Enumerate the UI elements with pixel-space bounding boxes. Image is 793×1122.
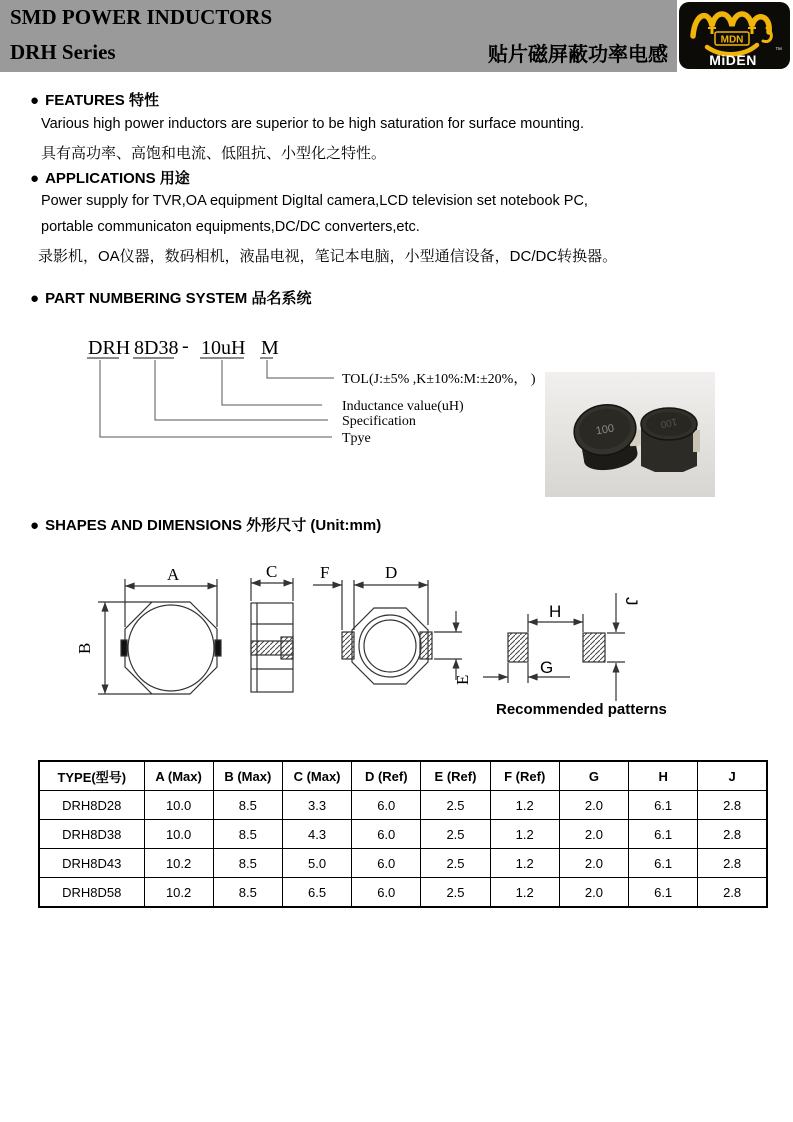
table-header-cell: H <box>629 761 698 791</box>
table-cell: 2.8 <box>698 878 767 908</box>
table-cell: 5.0 <box>282 849 351 878</box>
table-cell: 2.0 <box>559 878 628 908</box>
table-cell: 2.8 <box>698 820 767 849</box>
table-header-cell: G <box>559 761 628 791</box>
dimensions-table <box>38 760 768 908</box>
dim-label-J: J <box>622 597 641 606</box>
table-cell: 6.1 <box>629 820 698 849</box>
table-header-cell: E (Ref) <box>421 761 490 791</box>
dim-label-H: H <box>549 602 562 621</box>
table-cell: 6.1 <box>629 791 698 820</box>
pn-segment-tol: M <box>261 337 279 359</box>
logo-miden-text: MiDEN <box>709 52 757 68</box>
series-title: DRH Series <box>10 40 116 64</box>
dim-label-G: G <box>540 658 554 677</box>
part-numbering-heading <box>30 287 311 308</box>
applications-text-1: Power supply for TVR,OA equipment DigItal camera,LCD television set notebook PC, <box>41 193 588 209</box>
table-cell: 6.0 <box>352 820 421 849</box>
dim-label-E: E <box>453 674 472 685</box>
table-cell: 2.8 <box>698 791 767 820</box>
pn-segment-dash: - <box>182 335 189 357</box>
table-cell: 6.1 <box>629 878 698 908</box>
dim-label-C: C <box>266 562 278 581</box>
dim-label-A: A <box>167 565 180 584</box>
bottom-view <box>313 580 462 684</box>
table-header-cell: B (Max) <box>213 761 282 791</box>
table-cell: 8.5 <box>213 820 282 849</box>
recommended-patterns-label: Recommended patterns <box>496 701 667 718</box>
table-cell: 2.5 <box>421 791 490 820</box>
table-header-cell: A (Max) <box>144 761 213 791</box>
page-title: SMD POWER INDUCTORS <box>10 5 273 29</box>
table-cell: 6.0 <box>352 849 421 878</box>
logo-tm: ™ <box>775 47 782 54</box>
brand-logo-art <box>679 2 790 69</box>
table-cell-type: DRH8D43 <box>39 849 144 878</box>
applications-heading-label: APPLICATIONS 用途 <box>45 170 190 187</box>
bullet-icon: ● <box>30 290 40 307</box>
applications-heading <box>30 167 190 188</box>
table-header-cell: TYPE(型号) <box>39 761 144 791</box>
table-header-cell: C (Max) <box>282 761 351 791</box>
table-cell-type: DRH8D28 <box>39 791 144 820</box>
table-cell: 1.2 <box>490 849 559 878</box>
part-numbering-heading-label: PART NUMBERING SYSTEM 品名系统 <box>45 290 312 307</box>
dim-label-D: D <box>385 563 398 582</box>
features-text-cn: 具有高功率、高饱和电流、低阻抗、小型化之特性。 <box>41 145 387 162</box>
logo-tail <box>763 28 771 42</box>
pn-label-tol: TOL(J:±5% ,K±10%:M:±20%， ) <box>342 372 536 387</box>
inductor-marking: 100 <box>659 415 678 430</box>
table-cell: 2.8 <box>698 849 767 878</box>
bullet-icon: ● <box>30 92 40 109</box>
chinese-title: 贴片磁屏蔽功率电感 <box>488 44 668 66</box>
table-cell-type: DRH8D58 <box>39 878 144 908</box>
table-header-cell: J <box>698 761 767 791</box>
table-cell: 10.2 <box>144 878 213 908</box>
pn-label-inductance: Inductance value(uH) <box>342 399 464 414</box>
bullet-icon: ● <box>30 170 40 187</box>
table-header-cell: F (Ref) <box>490 761 559 791</box>
table-cell: 1.2 <box>490 791 559 820</box>
table-cell: 6.0 <box>352 791 421 820</box>
table-cell: 8.5 <box>213 849 282 878</box>
pn-segment-value: 10uH <box>201 337 246 359</box>
dim-label-F: F <box>320 563 330 582</box>
dimension-drawings <box>30 555 790 730</box>
product-photo <box>545 372 715 497</box>
brand-logo <box>679 2 790 69</box>
table-cell: 3.3 <box>282 791 351 820</box>
table-cell: 8.5 <box>213 791 282 820</box>
shapes-heading <box>30 514 381 535</box>
table-cell: 6.0 <box>352 878 421 908</box>
table-cell: 10.2 <box>144 849 213 878</box>
table-row <box>39 878 767 908</box>
table-cell: 2.0 <box>559 791 628 820</box>
table-cell: 1.2 <box>490 878 559 908</box>
table-cell: 10.0 <box>144 820 213 849</box>
top-view <box>98 579 221 694</box>
shapes-heading-label: SHAPES AND DIMENSIONS 外形尺寸 (Unit:mm) <box>45 517 382 534</box>
pn-segment-type: DRH <box>88 337 131 359</box>
pn-label-specification: Specification <box>342 414 416 429</box>
table-cell: 4.3 <box>282 820 351 849</box>
bullet-icon: ● <box>30 517 40 534</box>
pn-connector-lines <box>100 360 334 437</box>
table-cell-type: DRH8D38 <box>39 820 144 849</box>
table-cell: 2.0 <box>559 849 628 878</box>
table-row <box>39 820 767 849</box>
table-row <box>39 849 767 878</box>
side-view <box>251 578 293 692</box>
table-header-row <box>39 761 767 791</box>
pn-label-type: Tpye <box>342 431 371 446</box>
inductor-marking: 100 <box>594 422 616 438</box>
logo-mdn-text: MDN <box>720 34 744 46</box>
table-cell: 10.0 <box>144 791 213 820</box>
table-cell: 6.5 <box>282 878 351 908</box>
table-cell: 6.1 <box>629 849 698 878</box>
table-cell: 8.5 <box>213 878 282 908</box>
inductor-right <box>641 408 700 472</box>
features-heading <box>30 89 159 110</box>
table-cell: 2.5 <box>421 820 490 849</box>
table-cell: 2.5 <box>421 878 490 908</box>
table-cell: 1.2 <box>490 820 559 849</box>
applications-text-2: portable communicaton equipments,DC/DC converters,etc. <box>41 219 420 235</box>
table-cell: 2.0 <box>559 820 628 849</box>
features-heading-label: FEATURES 特性 <box>45 92 159 109</box>
table-header-cell: D (Ref) <box>352 761 421 791</box>
table-row <box>39 791 767 820</box>
table-cell: 2.5 <box>421 849 490 878</box>
part-numbering-diagram <box>70 332 570 457</box>
dim-label-B: B <box>75 642 94 654</box>
features-text-en: Various high power inductors are superior to be high saturation for surface mounting. <box>41 116 584 132</box>
applications-text-cn: 录影机，OA仪器，数码相机，液晶电视，笔记本电脑，小型通信设备，DC/DC转换器。 <box>38 248 618 265</box>
pn-segment-spec: 8D38 <box>134 337 179 359</box>
